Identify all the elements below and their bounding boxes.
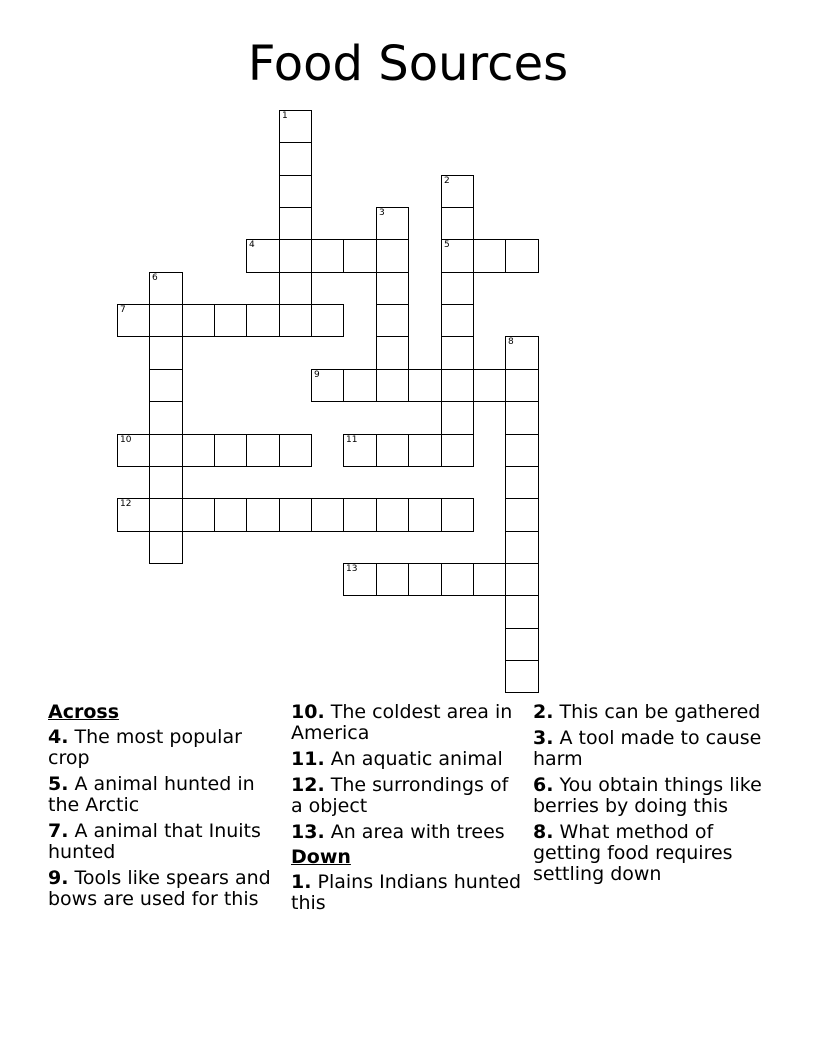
grid-cell[interactable] — [441, 369, 474, 402]
clue-item-number: 5. — [48, 773, 69, 795]
grid-cell[interactable] — [214, 498, 247, 532]
grid-cell[interactable] — [246, 434, 280, 467]
grid-cell[interactable] — [505, 434, 539, 467]
grid-cell[interactable] — [149, 336, 183, 370]
grid-cell[interactable] — [441, 272, 474, 305]
across-clue-list — [48, 727, 280, 910]
clue-item — [48, 868, 280, 910]
grid-cell[interactable] — [246, 304, 280, 337]
clue-item-number: 7. — [48, 820, 69, 842]
clue-item-text: You obtain things like berries by doing this — [533, 774, 762, 817]
grid-cell[interactable] — [505, 563, 539, 596]
clue-item — [291, 872, 523, 914]
grid-cell[interactable] — [311, 304, 344, 337]
clue-item-text: A animal that Inuits hunted — [48, 820, 261, 863]
clue-item-text: A animal hunted in the Arctic — [48, 773, 255, 816]
clue-item-number: 2. — [533, 701, 554, 723]
grid-cell[interactable] — [149, 304, 183, 337]
clue-item — [291, 822, 523, 843]
grid-cell[interactable] — [182, 434, 215, 467]
grid-cell[interactable] — [441, 175, 474, 208]
grid-cell[interactable] — [343, 434, 377, 467]
grid-cell[interactable] — [441, 239, 474, 273]
grid-cell[interactable] — [408, 434, 442, 467]
clue-item-text: An aquatic animal — [330, 748, 503, 770]
clue-number: 13 — [346, 564, 358, 574]
grid-cell[interactable] — [149, 434, 183, 467]
grid-cell[interactable] — [376, 272, 409, 305]
grid-cell[interactable] — [279, 207, 312, 240]
clue-item-text: The most popular crop — [48, 726, 242, 769]
clue-item-number: 3. — [533, 727, 554, 749]
clues-column-3 — [533, 702, 773, 890]
grid-cell[interactable] — [279, 239, 312, 273]
grid-cell[interactable] — [376, 336, 409, 370]
clue-item-text: The coldest area in America — [291, 701, 513, 744]
grid-cell[interactable] — [505, 401, 539, 435]
grid-cell[interactable] — [505, 628, 539, 661]
grid-cell[interactable] — [279, 110, 312, 143]
clue-item — [48, 727, 280, 769]
grid-cell[interactable] — [376, 498, 409, 532]
clue-item-text: An area with trees — [330, 821, 505, 843]
clue-number: 7 — [120, 305, 126, 315]
grid-cell[interactable] — [343, 369, 377, 402]
grid-cell[interactable] — [214, 434, 247, 467]
grid-cell[interactable] — [505, 660, 539, 693]
clue-item — [533, 702, 773, 723]
grid-cell[interactable] — [279, 498, 312, 532]
clue-number: 1 — [282, 111, 288, 121]
grid-cell[interactable] — [246, 239, 280, 273]
grid-cell[interactable] — [376, 239, 409, 273]
clue-number: 12 — [120, 499, 132, 509]
clue-number: 8 — [508, 337, 514, 347]
grid-cell[interactable] — [214, 304, 247, 337]
grid-cell[interactable] — [149, 369, 183, 402]
grid-cell[interactable] — [441, 336, 474, 370]
grid-cell[interactable] — [117, 498, 150, 532]
grid-cell[interactable] — [279, 304, 312, 337]
grid-cell[interactable] — [505, 466, 539, 499]
clue-item-number: 10. — [291, 701, 325, 723]
clue-item-number: 12. — [291, 774, 325, 796]
grid-cell[interactable] — [505, 595, 539, 629]
grid-cell[interactable] — [343, 498, 377, 532]
clue-item — [291, 749, 523, 770]
grid-cell[interactable] — [441, 401, 474, 435]
grid-cell[interactable] — [376, 563, 409, 596]
grid-cell[interactable] — [441, 434, 474, 467]
grid-cell[interactable] — [279, 175, 312, 208]
grid-cell[interactable] — [505, 498, 539, 532]
clue-item-text: What method of getting food requires settling down — [533, 821, 733, 885]
grid-cell[interactable] — [343, 239, 377, 273]
grid-cell[interactable] — [473, 563, 506, 596]
grid-cell[interactable] — [473, 239, 506, 273]
grid-cell[interactable] — [279, 272, 312, 305]
down-clue-list-continued — [533, 702, 773, 885]
clue-item-number: 6. — [533, 774, 554, 796]
clue-item-number: 1. — [291, 871, 312, 893]
grid-cell[interactable] — [408, 369, 442, 402]
down-clue-list — [291, 872, 523, 914]
clues-column-1 — [48, 702, 280, 915]
grid-cell[interactable] — [408, 498, 442, 532]
grid-cell[interactable] — [408, 563, 442, 596]
grid-cell[interactable] — [149, 466, 183, 499]
grid-cell[interactable] — [149, 531, 183, 564]
grid-cell[interactable] — [473, 369, 506, 402]
clue-item — [533, 728, 773, 770]
clue-item — [48, 774, 280, 816]
clue-item-text: A tool made to cause harm — [533, 727, 762, 770]
clue-number: 10 — [120, 435, 132, 445]
clue-item-number: 13. — [291, 821, 325, 843]
clue-item-text: Tools like spears and bows are used for this — [48, 867, 271, 910]
clue-item-number: 9. — [48, 867, 69, 889]
grid-cell[interactable] — [376, 369, 409, 402]
grid-cell[interactable] — [505, 369, 539, 402]
clue-item — [48, 821, 280, 863]
clue-number: 2 — [444, 176, 450, 186]
clue-number: 9 — [314, 370, 320, 380]
clues-column-2 — [291, 702, 523, 919]
clue-item — [533, 822, 773, 885]
clue-item-number: 8. — [533, 821, 554, 843]
clue-number: 11 — [346, 435, 358, 445]
grid-cell[interactable] — [505, 239, 539, 273]
grid-cell[interactable] — [343, 563, 377, 596]
clue-item — [533, 775, 773, 817]
grid-cell[interactable] — [149, 272, 183, 305]
clue-number: 5 — [444, 240, 450, 250]
clue-item — [291, 775, 523, 817]
clue-number: 3 — [379, 208, 385, 218]
across-heading: Across — [48, 701, 120, 723]
down-heading: Down — [291, 846, 351, 868]
grid-cell[interactable] — [441, 563, 474, 596]
grid-cell[interactable] — [117, 304, 150, 337]
grid-cell[interactable] — [441, 498, 474, 532]
grid-cell[interactable] — [149, 498, 183, 532]
grid-cell[interactable] — [505, 336, 539, 370]
clue-item-text: The surrondings of a object — [291, 774, 509, 817]
grid-cell[interactable] — [376, 207, 409, 240]
grid-cell[interactable] — [441, 207, 474, 240]
clue-number: 6 — [152, 273, 158, 283]
grid-cell[interactable] — [311, 239, 344, 273]
grid-cell[interactable] — [376, 434, 409, 467]
grid-cell[interactable] — [117, 434, 150, 467]
grid-cell[interactable] — [246, 498, 280, 532]
clue-item-number: 11. — [291, 748, 325, 770]
grid-cell[interactable] — [279, 142, 312, 176]
grid-cell[interactable] — [505, 531, 539, 564]
grid-cell[interactable] — [311, 498, 344, 532]
grid-cell[interactable] — [311, 369, 344, 402]
clue-item — [291, 702, 523, 744]
across-clue-list-continued — [291, 702, 523, 843]
grid-cell[interactable] — [149, 401, 183, 435]
grid-cell[interactable] — [182, 498, 215, 532]
page-title: Food Sources — [247, 36, 569, 92]
grid-cell[interactable] — [441, 304, 474, 337]
clue-item-text: This can be gathered — [559, 701, 761, 723]
clue-item-number: 4. — [48, 726, 69, 748]
grid-cell[interactable] — [279, 434, 312, 467]
clue-item-text: Plains Indians hunted this — [291, 871, 522, 914]
grid-cell[interactable] — [182, 304, 215, 337]
grid-cell[interactable] — [376, 304, 409, 337]
clue-number: 4 — [249, 240, 255, 250]
